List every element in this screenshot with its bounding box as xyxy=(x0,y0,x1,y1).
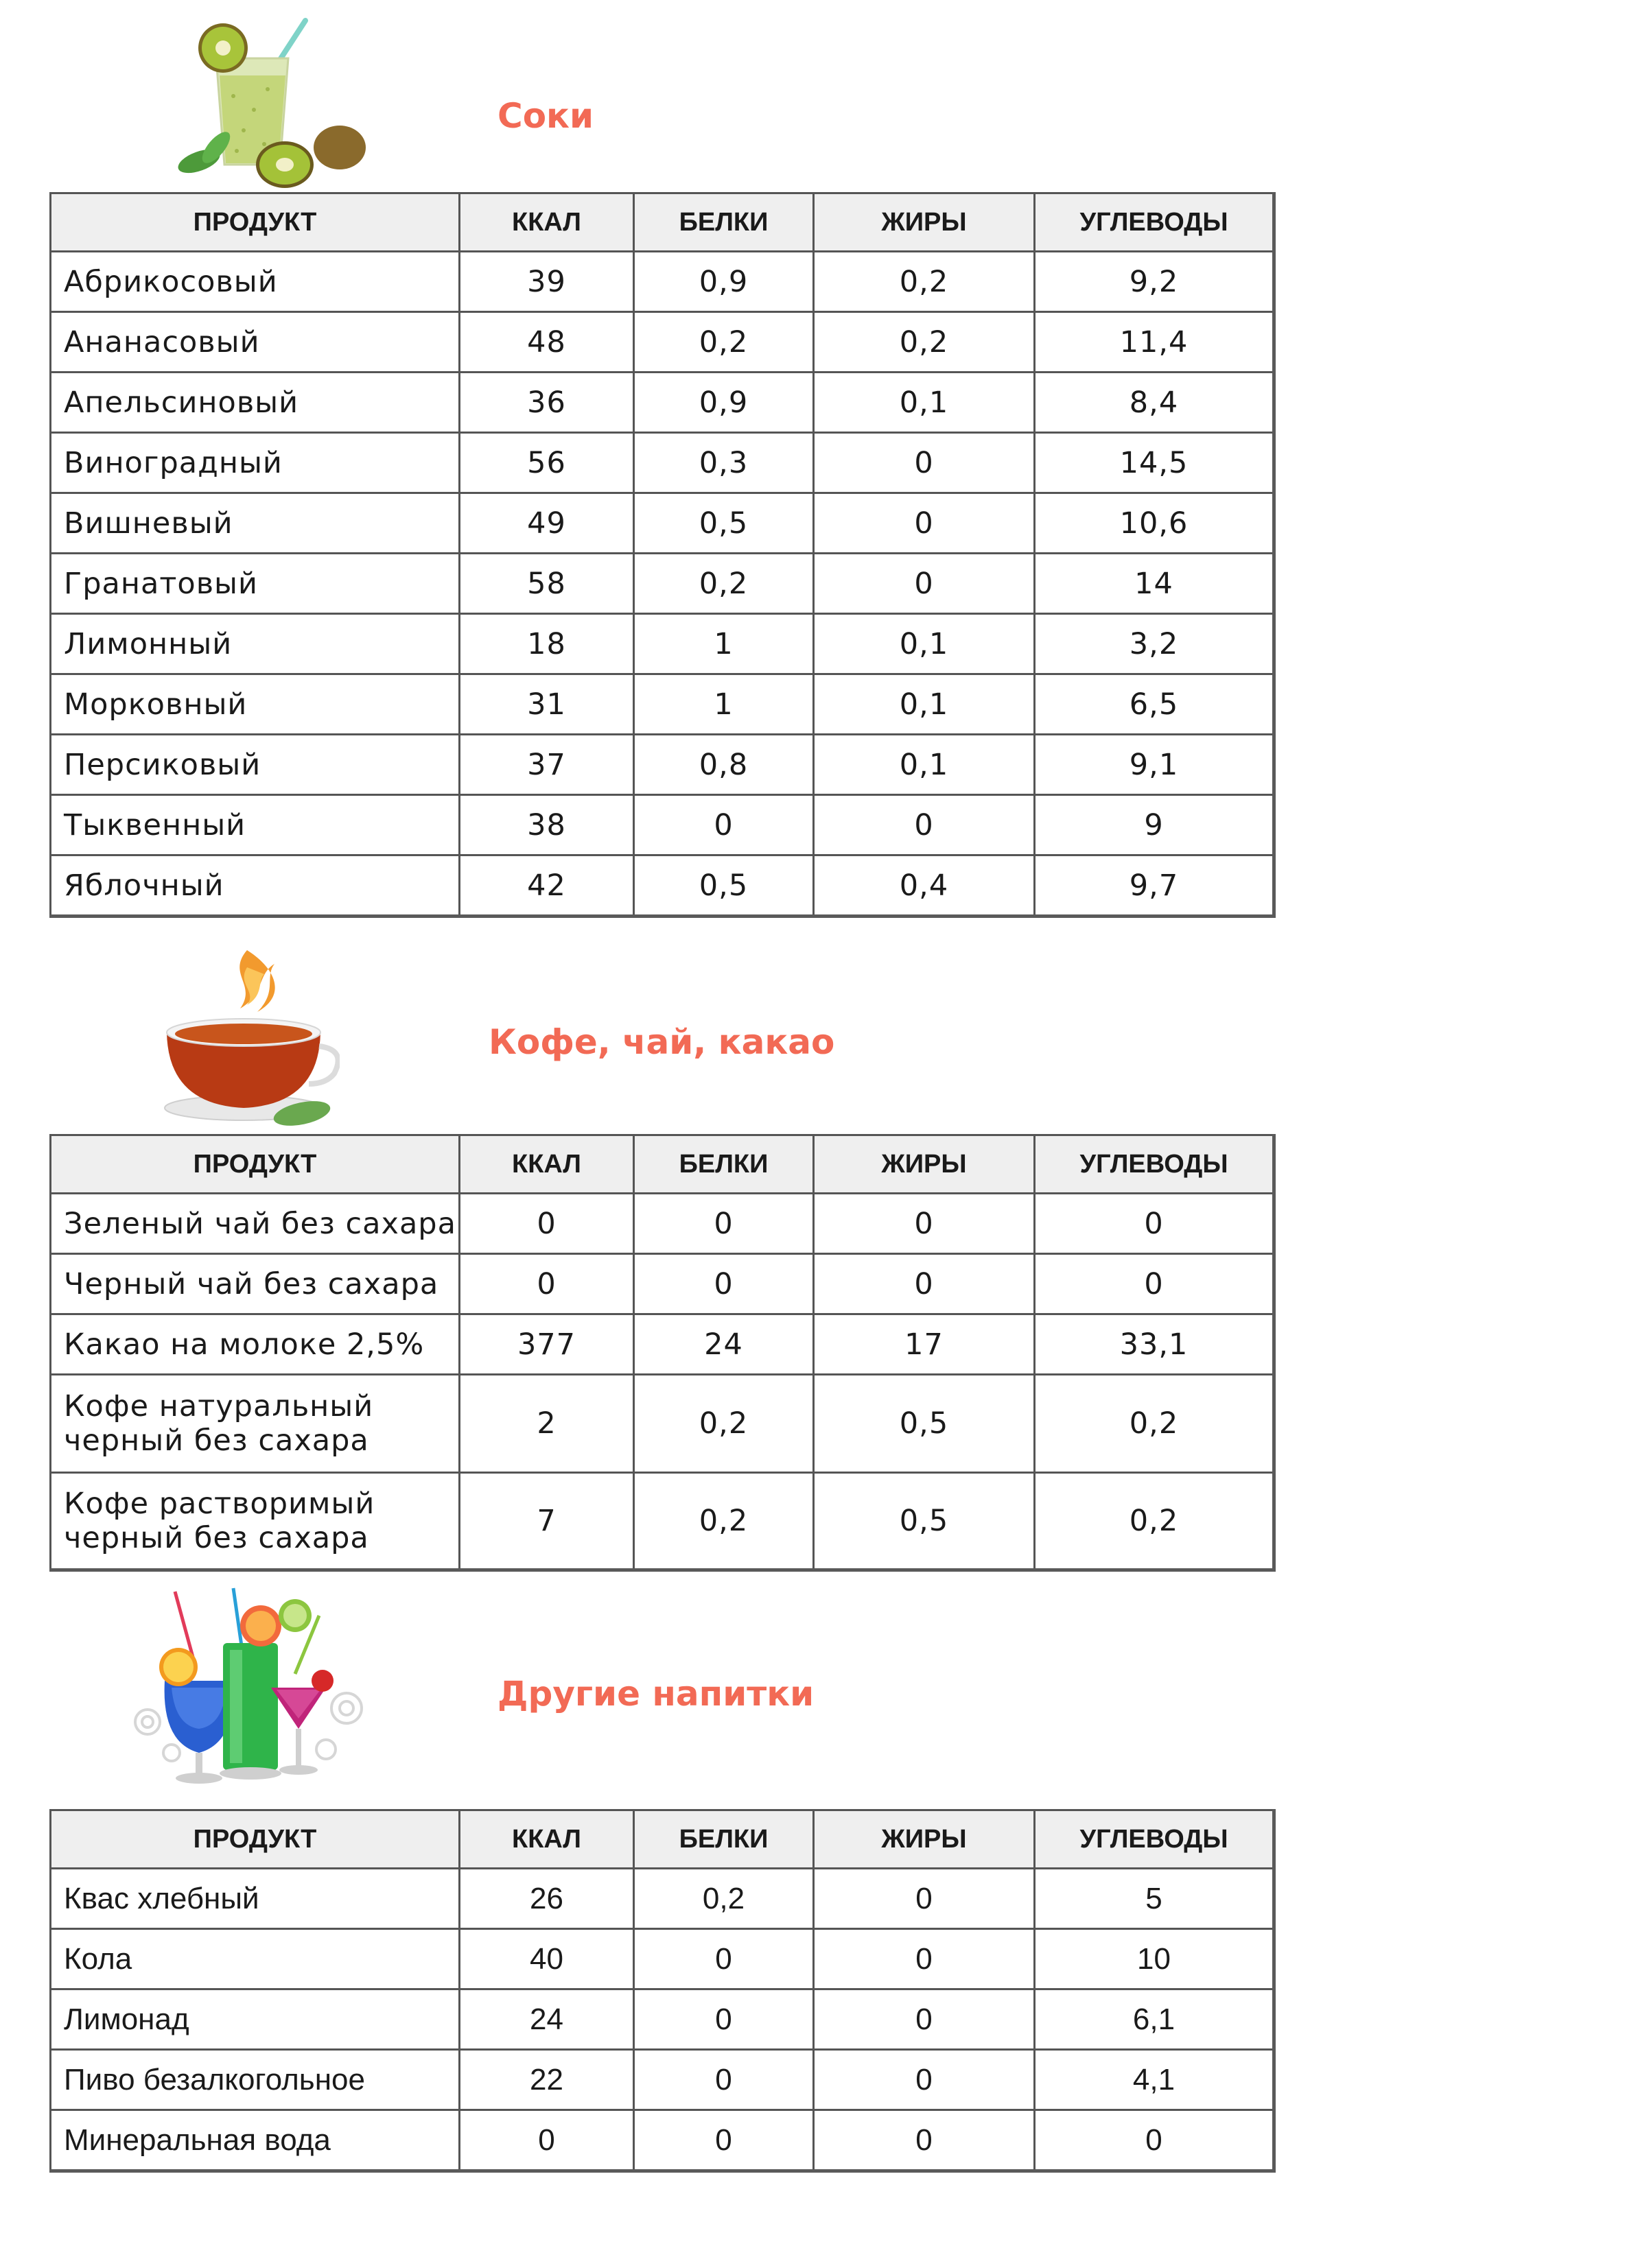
fat-cell: 0,2 xyxy=(814,312,1035,373)
carbs-cell: 33,1 xyxy=(1035,1314,1274,1375)
product-name: Квас хлебный xyxy=(51,1869,460,1929)
carbs-cell: 0,2 xyxy=(1035,1375,1274,1473)
column-header-protein: БЕЛКИ xyxy=(634,1135,814,1194)
fat-cell: 0,2 xyxy=(814,252,1035,312)
fat-cell: 0 xyxy=(814,1869,1035,1929)
product-name: Черный чай без сахара xyxy=(51,1254,460,1314)
table-row xyxy=(51,1473,1274,1570)
column-header-carbs: УГЛЕВОДЫ xyxy=(1035,193,1274,252)
carbs-cell: 0 xyxy=(1035,2110,1274,2171)
carbs-cell: 5 xyxy=(1035,1869,1274,1929)
protein-cell: 1 xyxy=(634,614,814,674)
kcal-cell: 377 xyxy=(460,1314,634,1375)
product-name: Яблочный xyxy=(51,855,460,917)
table-row xyxy=(51,373,1274,433)
kcal-cell: 39 xyxy=(460,252,634,312)
table-row xyxy=(51,2110,1274,2171)
fat-cell: 0 xyxy=(814,2050,1035,2110)
product-name: Морковный xyxy=(51,674,460,735)
protein-cell: 24 xyxy=(634,1314,814,1375)
carbs-cell: 9 xyxy=(1035,795,1274,855)
carbs-cell: 14 xyxy=(1035,554,1274,614)
protein-cell: 0,5 xyxy=(634,855,814,917)
carbs-cell: 6,5 xyxy=(1035,674,1274,735)
protein-cell: 0 xyxy=(634,1194,814,1254)
product-name: Апельсиновый xyxy=(51,373,460,433)
kcal-cell: 40 xyxy=(460,1929,634,1989)
carbs-cell: 9,7 xyxy=(1035,855,1274,917)
fat-cell: 0 xyxy=(814,1929,1035,1989)
protein-cell: 0,8 xyxy=(634,735,814,795)
column-header-protein: БЕЛКИ xyxy=(634,193,814,252)
table-row xyxy=(51,674,1274,735)
table-row xyxy=(51,614,1274,674)
fat-cell: 0,1 xyxy=(814,674,1035,735)
fat-cell: 0,5 xyxy=(814,1375,1035,1473)
protein-cell: 0,2 xyxy=(634,1869,814,1929)
table-row xyxy=(51,1314,1274,1375)
product-name: Зеленый чай без сахара xyxy=(51,1194,460,1254)
fat-cell: 0 xyxy=(814,1989,1035,2050)
kcal-cell: 18 xyxy=(460,614,634,674)
protein-cell: 1 xyxy=(634,674,814,735)
section-title-juices: Соки xyxy=(498,96,594,136)
kcal-cell: 31 xyxy=(460,674,634,735)
protein-cell: 0 xyxy=(634,1989,814,2050)
column-header-fat: ЖИРЫ xyxy=(814,193,1035,252)
juices-table xyxy=(49,192,1276,918)
column-header-fat: ЖИРЫ xyxy=(814,1135,1035,1194)
fat-cell: 0,4 xyxy=(814,855,1035,917)
kcal-cell: 36 xyxy=(460,373,634,433)
table-row xyxy=(51,252,1274,312)
protein-cell: 0,2 xyxy=(634,1375,814,1473)
table-row xyxy=(51,1929,1274,1989)
carbs-cell: 3,2 xyxy=(1035,614,1274,674)
column-header-product: ПРОДУКТ xyxy=(51,193,460,252)
fat-cell: 0,1 xyxy=(814,373,1035,433)
fat-cell: 0 xyxy=(814,554,1035,614)
carbs-cell: 4,1 xyxy=(1035,2050,1274,2110)
kcal-cell: 56 xyxy=(460,433,634,493)
fat-cell: 17 xyxy=(814,1314,1035,1375)
kcal-cell: 0 xyxy=(460,2110,634,2171)
carbs-cell: 0 xyxy=(1035,1194,1274,1254)
fat-cell: 0 xyxy=(814,1194,1035,1254)
protein-cell: 0,9 xyxy=(634,373,814,433)
column-header-carbs: УГЛЕВОДЫ xyxy=(1035,1810,1274,1869)
section-title-hot-drinks: Кофе, чай, какао xyxy=(489,1022,835,1062)
product-name: Виноградный xyxy=(51,433,460,493)
protein-cell: 0,3 xyxy=(634,433,814,493)
table-row xyxy=(51,1194,1274,1254)
table-row xyxy=(51,1989,1274,2050)
column-header-kcal: ККАЛ xyxy=(460,193,634,252)
kcal-cell: 37 xyxy=(460,735,634,795)
fat-cell: 0,1 xyxy=(814,735,1035,795)
column-header-kcal: ККАЛ xyxy=(460,1135,634,1194)
kcal-cell: 58 xyxy=(460,554,634,614)
product-name: Лимонад xyxy=(51,1989,460,2050)
table-row xyxy=(51,2050,1274,2110)
column-header-kcal: ККАЛ xyxy=(460,1810,634,1869)
kcal-cell: 2 xyxy=(460,1375,634,1473)
table-header-row xyxy=(51,193,1274,252)
product-name: Гранатовый xyxy=(51,554,460,614)
table-row xyxy=(51,855,1274,917)
table-row xyxy=(51,1869,1274,1929)
carbs-cell: 8,4 xyxy=(1035,373,1274,433)
table-header-row xyxy=(51,1810,1274,1869)
carbs-cell: 0 xyxy=(1035,1254,1274,1314)
carbs-cell: 0,2 xyxy=(1035,1473,1274,1570)
product-name: Персиковый xyxy=(51,735,460,795)
protein-cell: 0,9 xyxy=(634,252,814,312)
cocktails-icon xyxy=(120,1578,374,1791)
protein-cell: 0 xyxy=(634,1254,814,1314)
section-title-other-drinks: Другие напитки xyxy=(498,1674,815,1714)
table-row xyxy=(51,554,1274,614)
carbs-cell: 11,4 xyxy=(1035,312,1274,373)
table-row xyxy=(51,493,1274,554)
carbs-cell: 9,2 xyxy=(1035,252,1274,312)
protein-cell: 0,2 xyxy=(634,1473,814,1570)
product-name: Какао на молоке 2,5% xyxy=(51,1314,460,1375)
protein-cell: 0,2 xyxy=(634,554,814,614)
product-name: Абрикосовый xyxy=(51,252,460,312)
kcal-cell: 42 xyxy=(460,855,634,917)
protein-cell: 0 xyxy=(634,795,814,855)
product-name: Ананасовый xyxy=(51,312,460,373)
fat-cell: 0 xyxy=(814,1254,1035,1314)
product-name: Пиво безалкогольное xyxy=(51,2050,460,2110)
kcal-cell: 22 xyxy=(460,2050,634,2110)
fat-cell: 0 xyxy=(814,2110,1035,2171)
column-header-product: ПРОДУКТ xyxy=(51,1135,460,1194)
carbs-cell: 10 xyxy=(1035,1929,1274,1989)
kcal-cell: 49 xyxy=(460,493,634,554)
fat-cell: 0 xyxy=(814,795,1035,855)
product-name: Вишневый xyxy=(51,493,460,554)
table-row xyxy=(51,1254,1274,1314)
fat-cell: 0 xyxy=(814,493,1035,554)
product-name: Кофе натуральный черный без сахара xyxy=(51,1375,460,1473)
carbs-cell: 6,1 xyxy=(1035,1989,1274,2050)
table-row xyxy=(51,312,1274,373)
product-name: Кола xyxy=(51,1929,460,1989)
carbs-cell: 14,5 xyxy=(1035,433,1274,493)
table-header-row xyxy=(51,1135,1274,1194)
kcal-cell: 26 xyxy=(460,1869,634,1929)
protein-cell: 0 xyxy=(634,2110,814,2171)
protein-cell: 0,5 xyxy=(634,493,814,554)
carbs-cell: 10,6 xyxy=(1035,493,1274,554)
column-header-product: ПРОДУКТ xyxy=(51,1810,460,1869)
fat-cell: 0 xyxy=(814,433,1035,493)
carbs-cell: 9,1 xyxy=(1035,735,1274,795)
other-drinks-table xyxy=(49,1809,1276,2173)
table-row xyxy=(51,433,1274,493)
product-name: Лимонный xyxy=(51,614,460,674)
protein-cell: 0 xyxy=(634,1929,814,1989)
hot-drinks-table xyxy=(49,1134,1276,1572)
table-row xyxy=(51,795,1274,855)
protein-cell: 0,2 xyxy=(634,312,814,373)
column-header-fat: ЖИРЫ xyxy=(814,1810,1035,1869)
kcal-cell: 0 xyxy=(460,1194,634,1254)
table-row xyxy=(51,735,1274,795)
kcal-cell: 0 xyxy=(460,1254,634,1314)
product-name: Минеральная вода xyxy=(51,2110,460,2171)
column-header-carbs: УГЛЕВОДЫ xyxy=(1035,1135,1274,1194)
fat-cell: 0,1 xyxy=(814,614,1035,674)
product-name: Тыквенный xyxy=(51,795,460,855)
kcal-cell: 24 xyxy=(460,1989,634,2050)
kiwi-smoothie-icon xyxy=(158,7,377,192)
kcal-cell: 38 xyxy=(460,795,634,855)
kcal-cell: 48 xyxy=(460,312,634,373)
fat-cell: 0,5 xyxy=(814,1473,1035,1570)
column-header-protein: БЕЛКИ xyxy=(634,1810,814,1869)
tea-cup-icon xyxy=(154,936,340,1129)
table-row xyxy=(51,1375,1274,1473)
protein-cell: 0 xyxy=(634,2050,814,2110)
kcal-cell: 7 xyxy=(460,1473,634,1570)
product-name: Кофе растворимый черный без сахара xyxy=(51,1473,460,1570)
